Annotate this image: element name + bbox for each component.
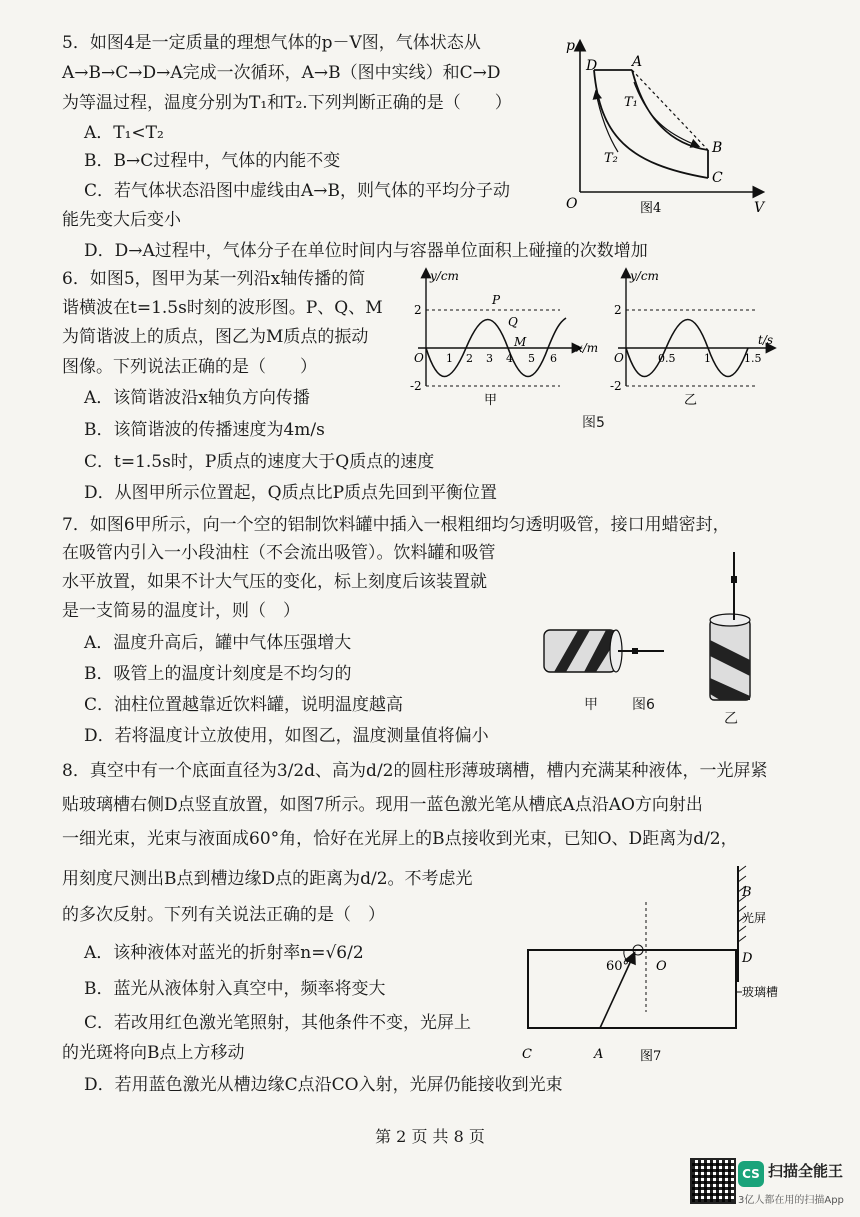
left-ymin: -2 [410,379,422,393]
q7-stem-line1: 7．如图6甲所示，向一个空的铝制饮料罐中插入一根粗细均匀透明吸管，接口用蜡密封， [62,515,730,535]
horizontal-can [544,630,664,672]
page-footer: 第 2 页 共 8 页 [375,1127,485,1146]
p-axis-label: p [566,38,575,54]
point-d-label: D [586,58,598,74]
q5-option-a: A．T₁<T₂ [84,123,164,143]
tick-2: 2 [466,352,473,365]
left-origin: O [414,351,424,365]
tick-1: 1 [704,352,711,365]
figure-4-caption: 图4 [640,201,662,216]
point-a-label: A [594,1047,604,1062]
tick-3: 3 [486,352,493,365]
figure-6-caption: 图6 [632,697,655,713]
q8-stem-line4: 用刻度尺测出B点到槽边缘D点的距离为d/2。不考虑光 [62,869,473,889]
q5-stem-line2: A→B→C→D→A完成一次循环，A→B（图中实线）和C→D [62,63,501,83]
origin-label: O [566,196,578,212]
q6-option-a: A．该简谐波沿x轴负方向传播 [84,388,310,408]
q6-option-c: C．t=1.5s时，P质点的速度大于Q质点的速度 [84,452,435,472]
right-origin: O [614,351,624,365]
tick-5: 5 [528,352,535,365]
tank-label: 玻璃槽 [742,985,779,999]
right-label: 乙 [684,393,698,408]
q7-option-b: B．吸管上的温度计刻度是不均匀的 [84,664,352,684]
left-ylabel: y/cm [430,269,459,283]
q8-option-c-line1: C．若改用红色激光笔照射，其他条件不变，光屏上 [84,1013,472,1033]
figure-5-right-vibration [608,266,784,410]
right-ylabel: y/cm [630,269,659,283]
q5-option-c-line1: C．若气体状态沿图中虚线由A→B，则气体的平均分子动 [84,181,511,201]
right-ymax: 2 [614,303,622,317]
point-c-label: C [522,1047,532,1062]
wave-curve [426,318,566,377]
tick-1: 1 [446,352,453,365]
q8-stem-line3: 一细光束，光束与液面成60°角，恰好在光屏上的B点接收到光束，已知O、D距离为d/2， [62,829,738,849]
q8-option-d: D．若用蓝色激光从槽边缘C点沿CO入射，光屏仍能接收到光束 [84,1075,563,1095]
q7-stem-line3: 水平放置，如果不计大气压的变化，标上刻度后该装置就 [62,572,487,592]
q7-stem-line4: 是一支简易的温度计，则（ ） [62,601,300,621]
point-a-label: A [632,54,643,70]
vertical-can [710,552,750,700]
q7-option-d: D．若将温度计立放使用，如图乙，温度测量值将偏小 [84,726,489,746]
q5-stem-line3: 为等温过程，温度分别为T₁和T₂.下列判断正确的是（ ） [62,93,512,113]
q8-option-c-line2: 的光斑将向B点上方移动 [62,1043,245,1063]
right-xlabel: t/s [758,333,774,347]
point-c-label: C [712,170,723,186]
q8-stem-line5: 的多次反射。下列有关说法正确的是（ ） [62,905,385,925]
q6-stem-line2: 谐横波在t=1.5s时刻的波形图。P、Q、M [62,298,383,318]
glass-tank [528,950,736,1028]
figure-7-tank [516,862,796,1068]
figure-5-caption: 图5 [582,415,605,431]
q6-stem-line3: 为简谐波上的质点，图乙为M质点的振动 [62,327,369,347]
right-ymin: -2 [610,379,622,393]
screen-label: 光屏 [742,911,767,925]
arrow-a-to-b [634,82,698,146]
point-b-label: B [742,885,752,900]
q8-option-a: A．该种液体对蓝光的折射率n=√6/2 [84,943,364,963]
left-ymax: 2 [414,303,422,317]
q8-stem-line2: 贴玻璃槽右侧D点竖直放置，如图7所示。现用一蓝色激光笔从槽底A点沿AO方向射出 [62,795,703,815]
dashed-a-to-b [632,70,708,150]
q8-stem-line1: 8．真空中有一个底面直径为3/2d、高为d/2的圆柱形薄玻璃槽，槽内充满某种液体，一光屏紧 [62,761,768,781]
v-axis-label: V [754,200,765,216]
point-o-label: O [656,959,667,974]
q5-option-b: B．B→C过程中，气体的内能不变 [84,151,341,171]
q6-stem-line4: 图像。下列说法正确的是（ ） [62,357,317,377]
point-p-label: P [492,293,501,307]
q7-option-c: C．油柱位置越靠近饮料罐，说明温度越高 [84,695,404,715]
q5-option-c-line2: 能先变大后变小 [62,210,181,230]
q5-option-d: D．D→A过程中，气体分子在单位时间内与容器单位面积上碰撞的次数增加 [84,241,648,261]
q6-stem-line1: 6．如图5，图甲为某一列沿x轴传播的简 [62,269,366,289]
figure-6-left-label: 甲 [584,697,598,713]
figure-6-cans [534,548,784,706]
point-b-label: B [712,140,723,156]
camscanner-brand: 扫描全能王 [768,1162,844,1180]
figure-4-pv-diagram [548,36,776,226]
angle-label: 60° [606,959,630,974]
q7-option-a: A．温度升高后，罐中气体压强增大 [84,633,352,653]
figure-5-left-wave [410,266,600,410]
t2-label: T₂ [604,151,618,166]
tick-4: 4 [506,352,513,365]
point-d-label: D [742,951,753,966]
tick-1-5: 1.5 [744,352,762,365]
camscanner-tagline: 3亿人都在用的扫描App [738,1195,844,1206]
tick-6: 6 [550,352,557,365]
figure-7-caption: 图7 [640,1049,662,1064]
left-label: 甲 [484,393,498,408]
right-ticks [658,352,762,365]
q6-option-d: D．从图甲所示位置起，Q质点比P质点先回到平衡位置 [84,483,498,503]
q8-option-b: B．蓝光从液体射入真空中，频率将变大 [84,979,386,999]
q5-stem-line1: 5．如图4是一定质量的理想气体的p－V图，气体状态从 [62,33,481,53]
left-xlabel: x/m [576,341,599,355]
point-m-label: M [514,335,527,349]
t1-label: T₁ [624,95,638,110]
point-q-label: Q [508,315,518,329]
tick-0-5: 0.5 [658,352,676,365]
q6-option-b: B．该简谐波的传播速度为4m/s [84,420,325,440]
qr-code [690,1158,736,1204]
camscanner-logo-icon: CS [738,1161,764,1187]
figure-6-right-label: 乙 [724,711,738,727]
q7-stem-line2: 在吸管内引入一小段油柱（不会流出吸管）。饮料罐和吸管 [62,543,496,563]
